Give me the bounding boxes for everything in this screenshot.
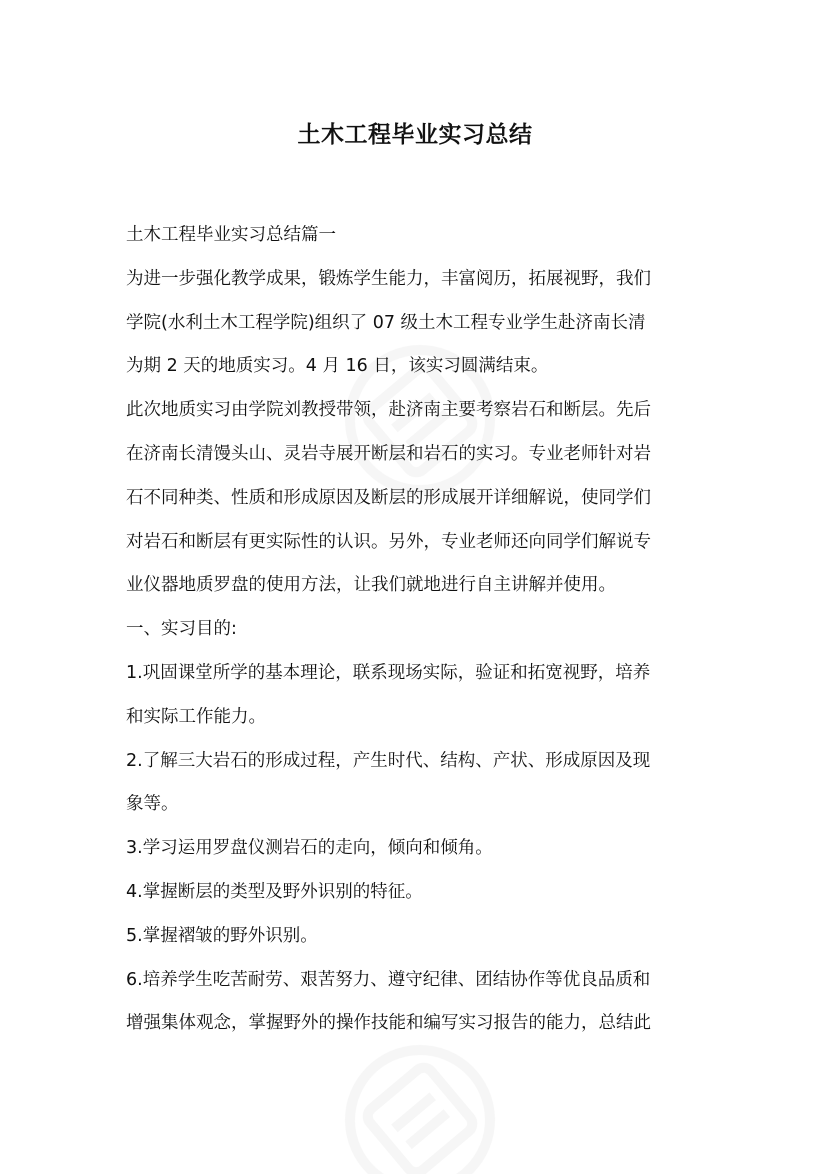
- paragraph-line: 在济南长清馒头山、灵岩寺展开断层和岩石的实习。专业老师针对岩: [126, 443, 651, 464]
- paragraph-line: 为期 2 天的地质实习。4 月 16 日，该实习圆满结束。: [126, 356, 549, 377]
- list-item-line: 增强集体观念，掌握野外的操作技能和编写实习报告的能力，总结此: [126, 1013, 651, 1034]
- list-item-line: 6.培养学生吃苦耐劳、艰苦努力、遵守纪律、团结协作等优良品质和: [126, 969, 651, 990]
- paragraph-line: 此次地质实习由学院刘教授带领，赴济南主要考察岩石和断层。先后: [126, 400, 651, 421]
- document-title: 土木工程毕业实习总结: [297, 122, 533, 148]
- paragraph-line: 业仪器地质罗盘的使用方法，让我们就地进行自主讲解并使用。: [126, 575, 616, 596]
- list-item-line: 3.学习运用罗盘仪测岩石的走向，倾向和倾角。: [126, 838, 493, 859]
- paragraph-line: 学院(水利土木工程学院)组织了 07 级土木工程专业学生赴济南长清: [126, 312, 646, 333]
- list-item-line: 象等。: [126, 794, 179, 815]
- list-item-line: 1.巩固课堂所学的基本理论，联系现场实际，验证和拓宽视野，培养: [126, 662, 651, 683]
- subsection-heading: 一、实习目的:: [126, 619, 237, 640]
- paragraph-line: 石不同种类、性质和形成原因及断层的形成展开详细解说，使同学们: [126, 487, 651, 508]
- list-item-line: 2.了解三大岩石的形成过程，产生时代、结构、产状、形成原因及现: [126, 750, 651, 771]
- list-item-line: 4.掌握断层的类型及野外识别的特征。: [126, 881, 423, 902]
- list-item-line: 和实际工作能力。: [126, 706, 266, 727]
- section-heading: 土木工程毕业实习总结篇一: [126, 225, 336, 245]
- document-body: [126, 214, 716, 1046]
- paragraph-line: 为进一步强化教学成果，锻炼学生能力，丰富阅历，拓展视野，我们: [126, 268, 651, 289]
- list-item-line: 5.掌握褶皱的野外识别。: [126, 925, 318, 946]
- paragraph-line: 对岩石和断层有更实际性的认识。另外，专业老师还向同学们解说专: [126, 531, 651, 552]
